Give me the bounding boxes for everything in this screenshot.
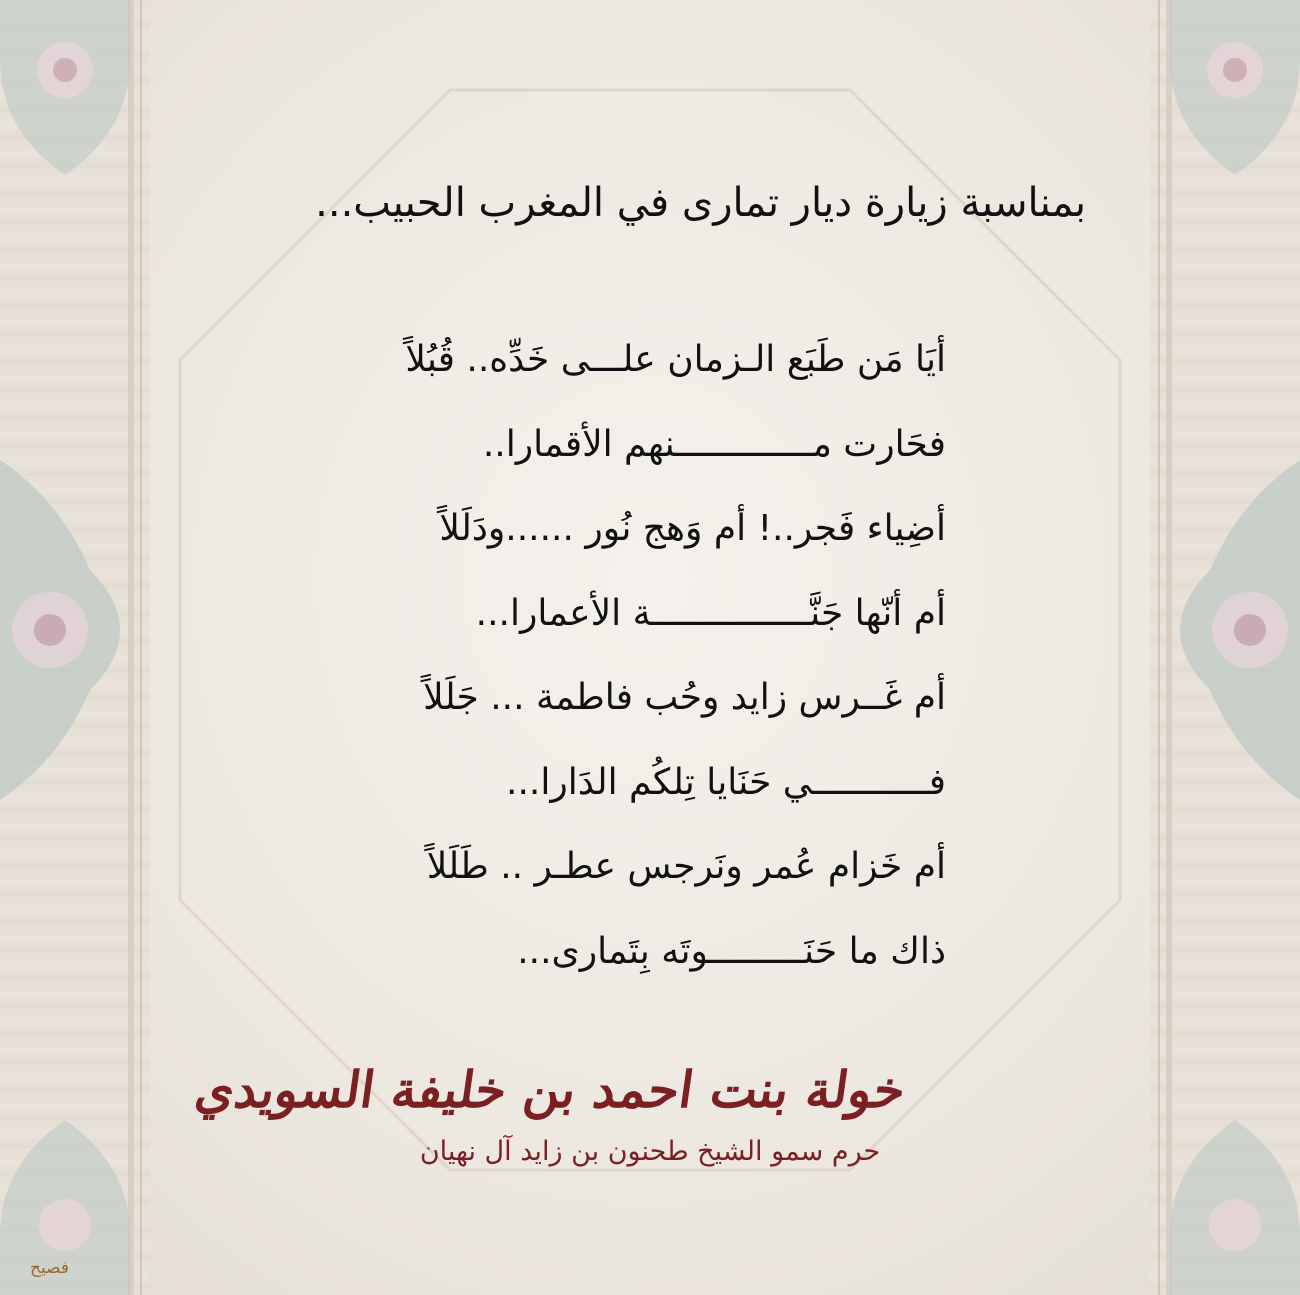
- poem-title: بمناسبة زيارة ديار تمارى في المغرب الحبيب...: [315, 180, 1086, 226]
- poem-verse: فحَارت مـــــــــــــنهم الأقمارا..: [482, 423, 946, 465]
- right-center-medallion: [1150, 460, 1300, 800]
- poem-verse: أم غَــرس زايد وحُب فاطمة ... جَلَلاً: [423, 677, 946, 718]
- poem-verse: ذاك ما حَنَـــــــــوتَه بِتَمارى...: [517, 930, 946, 972]
- left-center-medallion: [0, 460, 150, 800]
- poem-verse: أم خَزام عُمر ونَرجس عطـر .. طَلَلاً: [426, 846, 946, 887]
- signature-calligraphy: خولة بنت احمد بن خليفة السويدي: [191, 1060, 910, 1119]
- top-left-medallion: [0, 0, 130, 180]
- poem-verse: أضِياء فَجر..! أم وَهج نُور ......ودَلَلاً: [439, 508, 946, 549]
- author-signature: [191, 1050, 910, 1172]
- poem-verse: فـــــــــــي حَنَايا تِلكُم الدَارا...: [506, 761, 946, 803]
- signature-subtitle: حرم سمو الشيخ طحنون بن زايد آل نهيان: [419, 1136, 881, 1167]
- poem-body: [300, 318, 946, 994]
- publisher-watermark: فصيح: [30, 1258, 69, 1278]
- poem-verse: أيَا مَن طَبَع الـزمان علـــى خَدِّه.. قُبُلاً: [405, 339, 946, 380]
- bottom-right-medallion: [1170, 1115, 1300, 1295]
- top-right-medallion: [1170, 0, 1300, 180]
- poem-verse: أم أنّها جَنَّـــــــــــــــة الأعمارا...: [475, 592, 946, 634]
